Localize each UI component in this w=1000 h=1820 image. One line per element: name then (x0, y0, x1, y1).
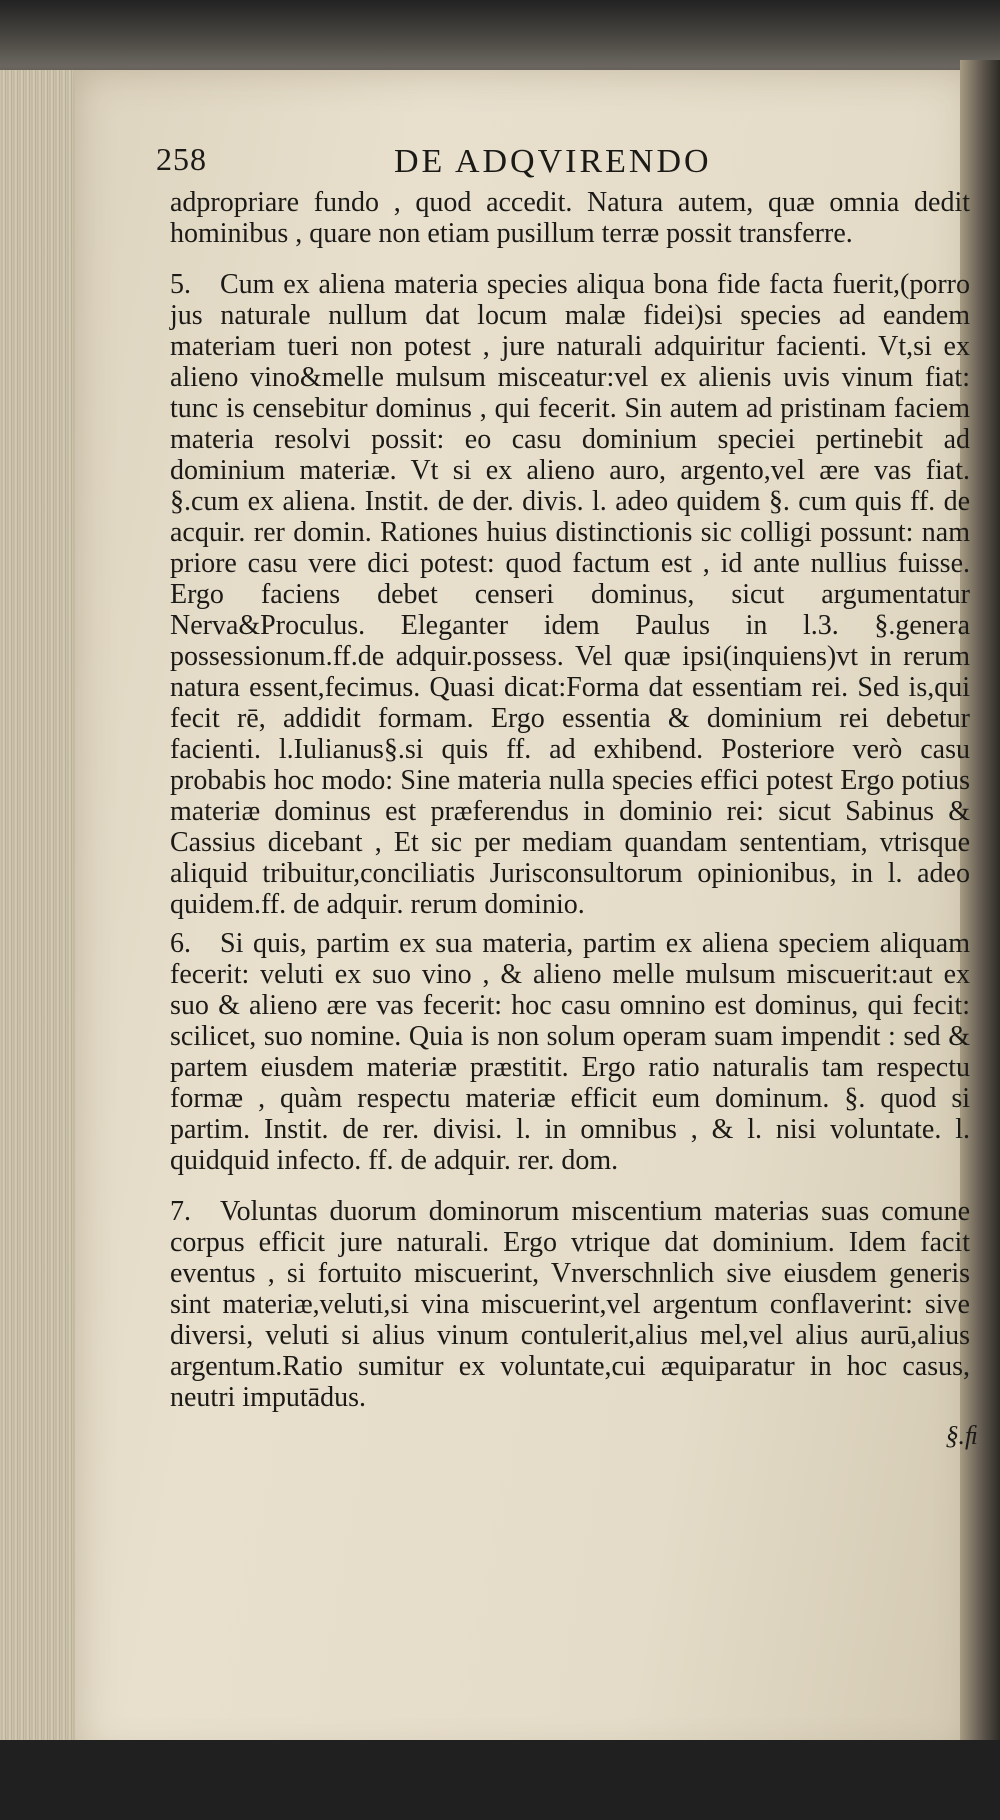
page-number: 258 (156, 141, 207, 177)
paragraph-text: Si quis, partim ex sua materia, partim ex aliena speciem aliquam fecerit: veluti ex suo vino , & alieno melle mulsum miscuerit:aut ex suo & alieno ære vas fecerit: hoc casu omnino est dominus, qui fecit: scilicet, suo nomine. Quia is non solum operam suam impendit : sed & partem eiusdem materiæ præstitit. Ergo ratio naturalis tam respectu formæ , quàm respectu materiæ efficit eum dominum. §. quod si partim. Instit. de rer. divisi. l. in omnibus , & l. nisi voluntate. l. quidquid infecto. ff. de adquir. rer. dom. (170, 928, 970, 1176)
running-title: DE ADQVIRENDO (394, 143, 712, 180)
paragraph-5 (170, 269, 970, 920)
paragraph-number: 7. (170, 1196, 191, 1227)
paragraph-text: Cum ex aliena materia species aliqua bona fide facta fuerit,(porro jus naturale nullum dat locum malæ fidei)si species ad eandem materiam tueri non potest , jure naturali adquiritur facienti. Vt,si ex alieno vino&melle mulsum misceatur:vel ex alienis uvis vinum fiat: tunc is censebitur dominus , qui fecerit. Sin autem ad pristinam faciem materia resolvi possit: eo casu dominium speciei pertinebit ad dominium materiæ. Vt si ex alieno auro, argento,vel ære vas fiat. §.cum ex aliena. Instit. de der. divis. l. adeo quidem §. cum quis ff. de acquir. rer domin. Rationes huius distinctionis sic colligi possunt: nam priore casu vere dici potest: quod factum est , id ante nullius fuisse. Ergo faciens debet censeri dominus, sicut argumentatur Nerva&Proculus. Eleganter idem Paulus in l.3. §.genera possessionum.ff.de adquir.possess. Vel quæ ipsi(inquiens)vt in rerum natura essent,fecimus. Quasi dicat:Forma dat essentiam rei. Sed is,qui fecit rē, addidit formam. Ergo essentia & dominium rei debetur facienti. l.Iulianus§.si quis ff. ad exhibend. Posteriore verò casu probabis hoc modo: Sine materia nulla species effici potest Ergo potius materiæ dominus est præferendus in dominio rei: sicut Sabinus & Cassius dicebant , Et sic per mediam quandam sententiam, vtrisque aliquid tribuitur,conciliatis Jurisconsultorum opinionibus, in l. adeo quidem.ff. de adquir. rerum dominio. (170, 269, 970, 920)
page-content (156, 135, 978, 1450)
bottom-background (0, 1740, 1000, 1820)
paragraph-text: adpropriare fundo , quod accedit. Natura autem, quæ omnia dedit hominibus , quare non etiam pusillum terræ possit transferre. (170, 187, 970, 249)
paragraph-number: 6. (170, 928, 191, 959)
paragraph-continuation (170, 187, 970, 249)
paragraph-6 (170, 928, 970, 1176)
running-head (156, 135, 970, 187)
paragraph-text: Voluntas duorum dominorum miscentium materias suas comune corpus efficit jure naturali. Ergo vtrique dat dominium. Idem facit eventus , si fortuito miscuerint, Vnverschnlich sive eiusdem generis sint materiæ,veluti,si vina miscuerint,vel argentum conflaverint: sive diversi, veluti si alius vinum contulerit,alius mel,vel alius aurū,alius argentum.Ratio sumitur ex voluntate,cui æquiparatur in hoc casus, neutri imputādus. (170, 1196, 970, 1413)
catchword: §.ﬁ (945, 1421, 978, 1450)
paragraph-number: 5. (170, 269, 191, 300)
paragraph-7 (170, 1196, 970, 1413)
